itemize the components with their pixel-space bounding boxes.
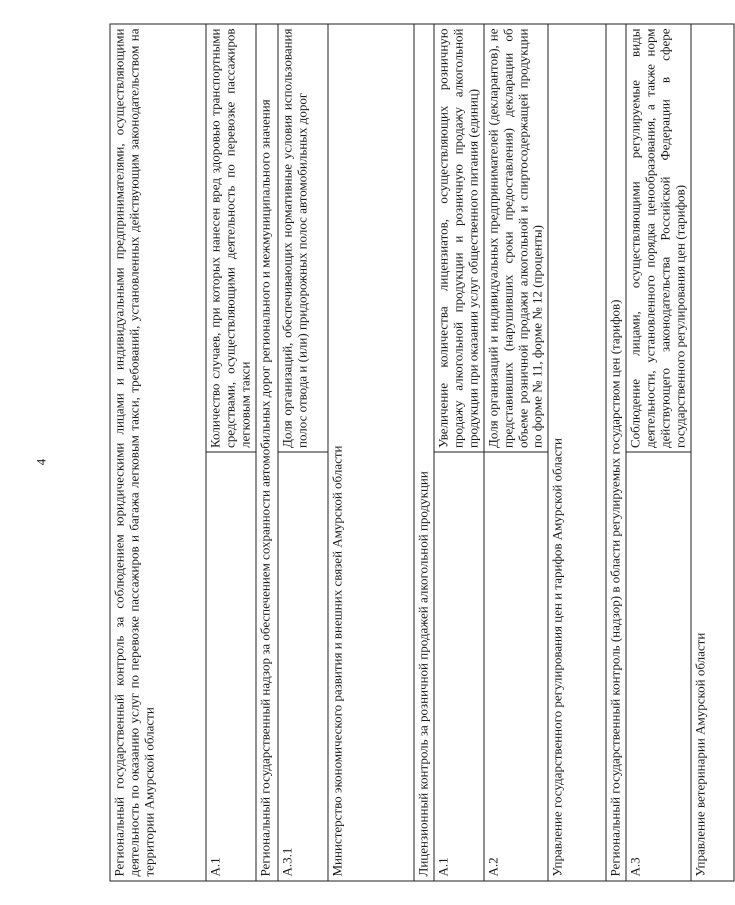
department-heading-tariffs: Управление государственного регулирования цен и тарифов Амурской области [548,24,606,881]
indicator-number: А.1 [434,453,484,882]
indicator-number: А.1 [206,453,256,882]
indicator-text: Доля организаций, обеспечивающих нормативные условия использования полос отвода и (или) придорожных полос автомобильных дорог [278,24,328,453]
indicator-text: Количество случаев, при которых нанесен вред здоровью транспортными средствами, осуществляющими деятельность по перевозке пассажиров легковым такси [206,24,256,453]
section-heading-taxi-control: Региональный государственный контроль за соблюдением юридическими лицами и индивидуальными предпринимателями, осуществляющими деятельность по оказанию услуг по перевозке пассажиров и багажа легковым такси, требований, установленных действующим законодательством на территории Амурской области [110,24,206,881]
table-row [256,24,278,881]
table-row [110,24,206,881]
section-heading-roads-supervision: Региональный государственный надзор за обеспечением сохранности автомобильных дорог регионального и межмуниципального значения [256,24,278,881]
table-row [484,24,549,881]
table-row [606,24,626,881]
section-heading-alcohol-licensing: Лицензионный контроль за розничной продажей алкогольной продукции [414,24,434,881]
department-heading-veterinary: Управление ветеринарии Амурской области [691,24,734,881]
indicator-number: А.2 [484,453,549,882]
table-row [626,24,691,881]
table-row [548,24,606,881]
indicator-text: Увеличение количества лицензиатов, осуществляющих розничную продажу алкогольной продукции и розничную продажу алкогольной продукции при оказании услуг общественного питания (единиц) [434,24,484,453]
table-row [328,24,414,881]
document-table-sheet [110,24,708,882]
table-row [434,24,484,881]
indicator-number: А.3.1 [278,453,328,882]
table-row [414,24,434,881]
page-number: 4 [33,458,49,466]
indicator-text: Соблюдение лицами, осуществляющими регулируемые виды деятельности, установленного порядка ценообразования, а также норм действующего законодательства Российской Федерации в сфере государственного регулирования цен (тарифов) [626,24,691,453]
table-row [206,24,256,881]
indicator-table [110,24,735,882]
indicator-text: Доля организаций и индивидуальных предпринимателей (декларантов), не представивших (нарушивших сроки предоставления) декларации об объеме розничной продажи алкогольной и спиртосодержащей продукции по форме № 11, форме № 12 (проценты) [484,24,549,453]
department-heading-economy: Министерство экономического развития и внешних связей Амурской области [328,24,414,881]
section-heading-price-regulation: Региональный государственный контроль (надзор) в области регулируемых государством цен (тарифов) [606,24,626,881]
table-row [691,24,734,881]
indicator-number: А.3 [626,453,691,882]
table-row [278,24,328,881]
